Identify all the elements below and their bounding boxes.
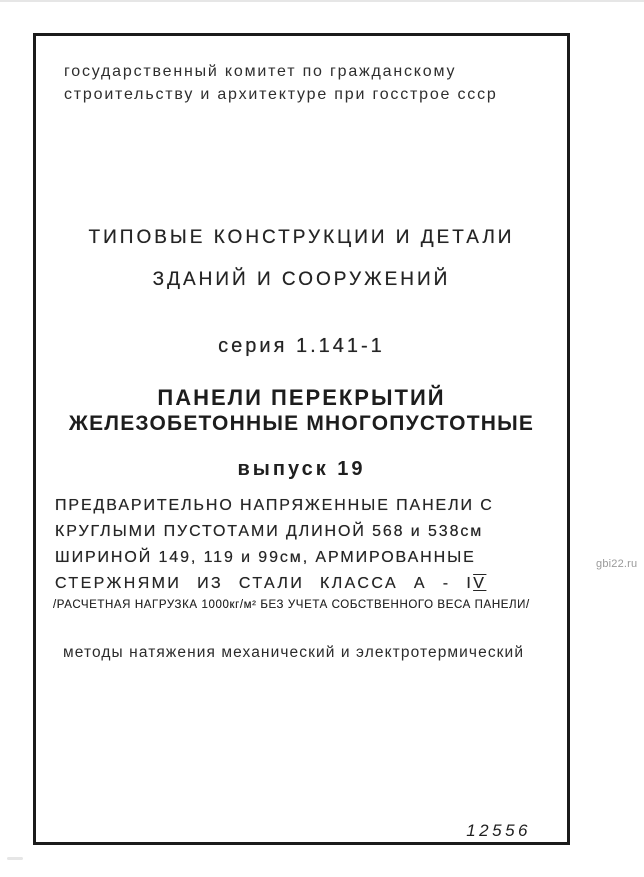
issue-label: выпуск 19	[237, 458, 366, 480]
watermark: gbi22.ru	[596, 558, 638, 570]
description-line2: КРУГЛЫМИ ПУСТОТАМИ ДЛИНОЙ 568 и 538см	[55, 523, 484, 540]
scan-artifact-top	[0, 0, 644, 2]
roman-numeral-marked: V	[473, 575, 487, 592]
series-label: серия 1.141-1	[218, 335, 385, 357]
tension-methods-note: методы натяжения механический и электротермический	[63, 644, 525, 661]
org-header-line1: государственный комитет по гражданскому	[64, 63, 457, 80]
description-block	[55, 493, 494, 597]
description-line4	[55, 571, 494, 597]
description-line4-text: СТЕРЖНЯМИ ИЗ СТАЛИ КЛАССА А - I	[55, 575, 474, 592]
document-frame	[33, 33, 570, 845]
doc-type-title-line1: ТИПОВЫЕ КОНСТРУКЦИИ И ДЕТАЛИ	[88, 227, 515, 248]
org-header	[64, 60, 498, 106]
subject-title-line2: ЖЕЛЕЗОБЕТОННЫЕ МНОГОПУСТОТНЫЕ	[68, 412, 535, 435]
load-note: /РАСЧЕТНАЯ НАГРУЗКА 1000кг/м² БЕЗ УЧЕТА СОБСТВЕННОГО ВЕСА ПАНЕЛИ/	[53, 599, 530, 611]
doc-type-title-line2: ЗДАНИЙ И СООРУЖЕНИЙ	[152, 269, 451, 290]
doc-number: 12556	[466, 821, 531, 840]
org-header-line2: строительству и архитектуре при госстрое ссср	[64, 86, 498, 103]
subject-title-line1: ПАНЕЛИ ПЕРЕКРЫТИЙ	[157, 385, 446, 410]
description-line1: ПРЕДВАРИТЕЛЬНО НАПРЯЖЕННЫЕ ПАНЕЛИ С	[55, 497, 494, 514]
scan-artifact-smudge	[7, 857, 23, 860]
description-line3: ШИРИНОЙ 149, 119 и 99см, АРМИРОВАННЫЕ	[55, 549, 476, 566]
